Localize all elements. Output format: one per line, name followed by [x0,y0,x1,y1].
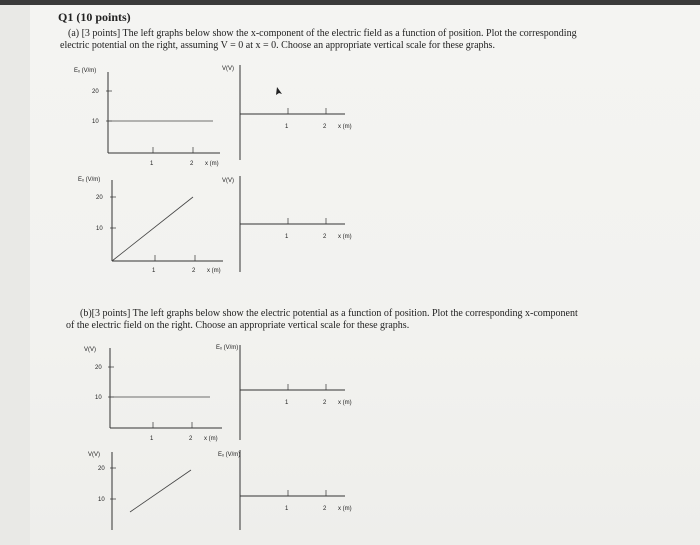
graph-a2-ytick-10: 10 [96,226,103,232]
part-a-line-2: electric potential on the right, assuming V = 0 at x = 0. Choose an appropriate vertical scale for these graphs. [60,40,495,51]
graph-a2r-xtick-2: 2 [323,234,327,240]
question-title: Q1 (10 points) [58,10,131,24]
graph-b1-ytick-10: 10 [95,395,102,401]
graph-b2r-xlabel: x (m) [338,506,352,512]
graph-a1r-xtick-1: 1 [285,124,289,130]
graph-b1r-xtick-1: 1 [285,400,289,406]
graph-b2r-xtick-1: 1 [285,506,289,512]
part-a-line-1: (a) [3 points] The left graphs below show the x-component of the electric field as a function of position. Plot the corresponding [68,28,577,39]
graph-b1-left [84,347,222,442]
graph-a1-xlabel: x (m) [205,161,219,167]
graph-a2-xtick-1: 1 [152,268,156,274]
graph-a2-xtick-2: 2 [192,268,196,274]
graph-b2r-ylabel: Eₓ (V/m) [218,452,241,458]
graph-a1-xtick-1: 1 [150,161,154,167]
graph-b2-ytick-20: 20 [98,466,105,472]
graph-a2-left [78,177,223,274]
graph-a2r-xtick-1: 1 [285,234,289,240]
graph-a1-ytick-20: 20 [92,89,99,95]
graph-a2-ylabel: Eₓ (V/m) [78,177,101,183]
graph-b1-xtick-2: 2 [189,436,193,442]
graph-a1r-xtick-2: 2 [323,124,327,130]
cursor-icon [276,87,282,95]
graph-a2-xlabel: x (m) [207,268,221,274]
graph-b1r-xtick-2: 2 [323,400,327,406]
graph-a1-ylabel: Eₓ (V/m) [74,68,97,74]
graph-b1r-xlabel: x (m) [338,400,352,406]
graph-b1r-ylabel: Eₓ (V/m) [216,345,239,351]
graph-a1r-ylabel: V(V) [222,66,234,72]
graph-b1-ylabel: V(V) [84,347,96,353]
graph-a1-left [74,68,220,167]
graph-b2-right [218,450,352,530]
graph-b2r-xtick-2: 2 [323,506,327,512]
graph-b2-left [88,452,191,530]
graph-a2r-xlabel: x (m) [338,234,352,240]
graph-a1r-xlabel: x (m) [338,124,352,130]
graph-b1-xtick-1: 1 [150,436,154,442]
part-b-line-1: (b)[3 points] The left graphs below show the electric potential as a function of position. Plot the corresponding x-component [80,308,578,319]
graph-b2-potential-line [130,470,191,512]
graph-b1-xlabel: x (m) [204,436,218,442]
graph-a2r-ylabel: V(V) [222,178,234,184]
graph-b2-ylabel: V(V) [88,452,100,458]
graph-a1-right [222,65,352,160]
graph-a2-ytick-20: 20 [96,195,103,201]
graph-a1-xtick-2: 2 [190,161,194,167]
graph-a2-right [222,176,352,272]
graph-b2-ytick-10: 10 [98,497,105,503]
graph-a1-ytick-10: 10 [92,119,99,125]
graph-a2-field-line [112,197,193,261]
part-b-line-2: of the electric field on the right. Choose an appropriate vertical scale for these graphs. [66,320,410,331]
graph-b1-ytick-20: 20 [95,365,102,371]
graph-b1-right [216,345,352,440]
